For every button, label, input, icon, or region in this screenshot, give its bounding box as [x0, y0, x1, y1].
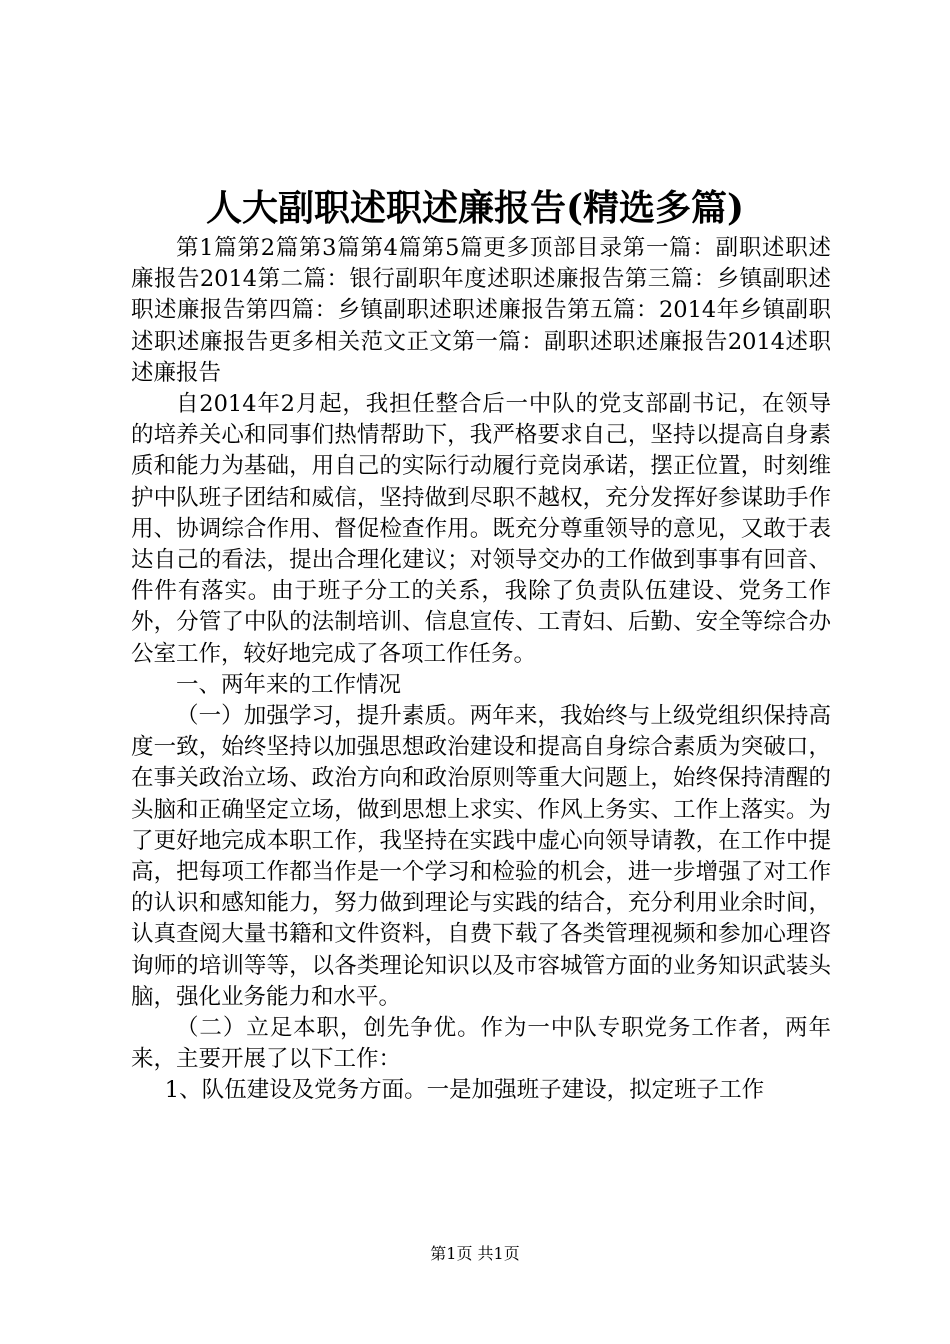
- paragraph-duty: （二）立足本职，创先争优。作为一中队专职党务工作者，两年来，主要开展了以下工作：: [131, 1015, 831, 1073]
- page-footer: 第1页 共1页: [430, 1244, 520, 1263]
- document-body: [131, 233, 831, 1107]
- paragraph-intro: 自2014年2月起，我担任整合后一中队的党支部副书记，在领导的培养关心和同事们热情帮助下，我严格要求自己，坚持以提高自身素质和能力为基础，用自己的实际行动履行竞岗承诺，摆正位置，时刻维护中队班子团结和威信，坚持做到尽职不越权，充分发挥好参谋助手作用、协调综合作用、督促检查作用。既充分尊重领导的意见，又敢于表达自己的看法，提出合理化建议；对领导交办的工作做到事事有回音、件件有落实。由于班子分工的关系，我除了负责队伍建设、党务工作外，分管了中队的法制培训、信息宣传、工青妇、后勤、安全等综合办公室工作，较好地完成了各项工作任务。: [131, 391, 831, 667]
- paragraph-study: （一）加强学习，提升素质。两年来，我始终与上级党组织保持高度一致，始终坚持以加强思想政治建设和提高自身综合素质为突破口，在事关政治立场、政治方向和政治原则等重大问题上，始终保持清醒的头脑和正确坚定立场，做到思想上求实、作风上务实、工作上落实。为了更好地完成本职工作，我坚持在实践中虚心向领导请教，在工作中提高，把每项工作都当作是一个学习和检验的机会，进一步增强了对工作的认识和感知能力，努力做到理论与实践的结合，充分利用业余时间，认真查阅大量书籍和文件资料，自费下载了各类管理视频和参加心理咨询师的培训等等，以各类理论知识以及市容城管方面的业务知识武装头脑，强化业务能力和水平。: [131, 703, 831, 1010]
- paragraph-team-building: 1、队伍建设及党务方面。一是加强班子建设，拟定班子工作: [164, 1077, 765, 1104]
- document-title: 人大副职述职述廉报告(精选多篇): [205, 187, 745, 229]
- section-heading: 一、两年来的工作情况: [176, 671, 402, 698]
- paragraph-toc: 第1篇第2篇第3篇第4篇第5篇更多顶部目录第一篇：副职述职述廉报告2014第二篇：银行副职年度述职述廉报告第三篇：乡镇副职述职述廉报告第四篇：乡镇副职述职述廉报告第五篇：2014年乡镇副职述职述廉报告更多相关范文正文第一篇：副职述职述廉报告2014述职述廉报告: [131, 235, 831, 386]
